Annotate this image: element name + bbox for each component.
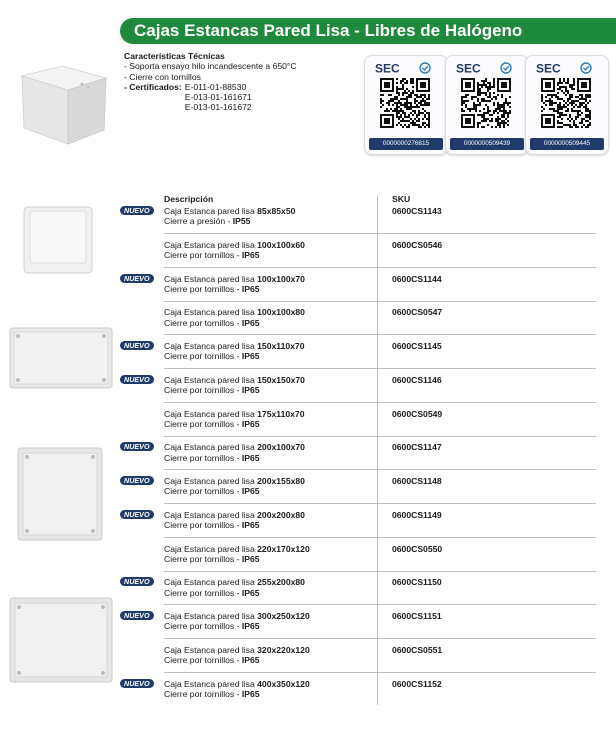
sec-qr-card xyxy=(364,55,448,155)
product-ip-rating: IP65 xyxy=(241,688,260,699)
sec-logo xyxy=(534,61,598,75)
product-size: 300x250x120 xyxy=(257,611,310,621)
sec-qr-card xyxy=(525,55,609,155)
product-ip-rating: IP65 xyxy=(241,283,260,294)
product-sku: 0600CS0549 xyxy=(392,408,443,419)
product-sku: 0600CS1148 xyxy=(392,476,442,486)
product-description xyxy=(164,240,384,261)
product-ip-rating: IP65 xyxy=(241,621,260,632)
sec-qr-card xyxy=(445,55,529,155)
page-title-banner xyxy=(120,18,616,44)
product-sku: 0600CS0547 xyxy=(392,307,443,318)
product-description xyxy=(164,577,384,598)
product-ip-rating: IP55 xyxy=(232,216,251,227)
table-row xyxy=(124,442,596,470)
product-ip-rating: IP65 xyxy=(241,317,260,328)
product-size: 200x200x80 xyxy=(257,509,305,520)
product-sku: 0600CS1147 xyxy=(392,442,442,453)
product-name: Caja Estanca pared lisa xyxy=(164,509,258,520)
product-image-square-box xyxy=(16,446,104,542)
certificates xyxy=(124,82,297,113)
certificate-code: E-013-01-161672 xyxy=(184,102,252,113)
row-divider xyxy=(164,604,596,605)
product-ip-rating: IP65 xyxy=(241,452,260,463)
certificate-code: E-011-01-88530 xyxy=(184,81,247,92)
product-closure: Cierre por tornillos - xyxy=(164,621,242,632)
product-closure: Cierre por tornillos - xyxy=(164,587,242,598)
product-size: 150x150x70 xyxy=(257,374,305,385)
svg-text:SEC: SEC xyxy=(456,61,481,75)
product-image-small-box xyxy=(20,205,96,275)
qr-code xyxy=(541,78,591,128)
product-name: Caja Estanca pared lisa xyxy=(164,408,258,419)
product-size: 200x155x80 xyxy=(257,476,305,486)
product-size: 85x85x50 xyxy=(257,206,296,216)
product-ip-rating: IP65 xyxy=(241,418,260,429)
product-name: Caja Estanca pared lisa xyxy=(164,239,258,250)
product-ip-rating: IP65 xyxy=(241,385,260,396)
sec-logo xyxy=(454,61,518,75)
table-row xyxy=(164,645,596,673)
product-ip-rating: IP65 xyxy=(241,553,260,564)
svg-text:SEC: SEC xyxy=(536,61,561,75)
product-size: 200x100x70 xyxy=(257,442,305,453)
product-name: Caja Estanca pared lisa xyxy=(164,442,258,453)
product-ip-rating: IP65 xyxy=(241,250,260,261)
product-sku: 0600CS0550 xyxy=(392,543,443,554)
product-ip-rating: IP65 xyxy=(241,587,260,598)
product-size: 150x110x70 xyxy=(257,341,305,351)
row-divider xyxy=(164,233,596,234)
product-size: 220x170x120 xyxy=(257,543,310,554)
product-ip-rating: IP65 xyxy=(241,520,260,531)
product-closure: Cierre por tornillos - xyxy=(164,385,242,396)
table-row xyxy=(124,678,596,707)
product-closure: Cierre por tornillos - xyxy=(164,553,242,564)
sec-code: 0000000276815 xyxy=(369,138,443,150)
product-name: Caja Estanca pared lisa xyxy=(164,476,258,486)
new-badge: NUEVO xyxy=(120,476,154,485)
spec-item: - Cierre con tornillos xyxy=(124,71,201,82)
new-badge: NUEVO xyxy=(120,274,154,283)
product-name: Caja Estanca pared lisa xyxy=(164,206,258,216)
row-divider xyxy=(164,672,596,673)
new-badge: NUEVO xyxy=(120,206,154,215)
table-row xyxy=(124,374,596,403)
table-row xyxy=(124,341,596,369)
table-row xyxy=(164,409,596,437)
product-sku: 0600CS0546 xyxy=(392,239,443,250)
product-size: 400x350x120 xyxy=(257,678,310,689)
table-row xyxy=(124,206,596,234)
product-sku: 0600CS1150 xyxy=(392,577,442,588)
sec-logo xyxy=(373,61,437,75)
row-divider xyxy=(164,334,596,335)
product-description xyxy=(164,341,384,362)
new-badge: NUEVO xyxy=(120,679,154,688)
row-divider xyxy=(164,402,596,403)
product-description xyxy=(164,442,384,463)
product-description xyxy=(164,307,384,328)
hero-product-image xyxy=(8,62,116,150)
table-row xyxy=(124,476,596,504)
row-divider xyxy=(164,267,596,268)
product-size: 255x200x80 xyxy=(257,577,305,588)
row-divider xyxy=(164,469,596,470)
product-description xyxy=(164,476,384,497)
product-name: Caja Estanca pared lisa xyxy=(164,374,258,385)
product-sku: 0600CS1145 xyxy=(392,341,442,351)
svg-text:SEC: SEC xyxy=(375,61,400,75)
row-divider xyxy=(164,537,596,538)
product-size: 175x110x70 xyxy=(257,408,305,419)
product-size: 320x220x120 xyxy=(257,644,310,655)
certificate-code: E-013-01-161671 xyxy=(184,92,252,103)
product-name: Caja Estanca pared lisa xyxy=(164,577,258,588)
new-badge: NUEVO xyxy=(120,611,154,620)
product-description xyxy=(164,409,384,430)
product-description xyxy=(164,274,384,295)
row-divider xyxy=(164,301,596,302)
product-description xyxy=(164,375,384,396)
qr-code xyxy=(461,78,511,128)
product-description xyxy=(164,679,384,700)
product-sku: 0600CS1143 xyxy=(392,206,442,216)
product-sku: 0600CS1146 xyxy=(392,374,442,385)
qr-code xyxy=(380,78,430,128)
sec-code: 0000000509439 xyxy=(450,138,524,150)
product-name: Caja Estanca pared lisa xyxy=(164,307,258,318)
product-sku: 0600CS1144 xyxy=(392,273,442,284)
product-name: Caja Estanca pared lisa xyxy=(164,543,258,554)
product-sku: 0600CS1151 xyxy=(392,611,442,621)
product-description xyxy=(164,544,384,565)
new-badge: NUEVO xyxy=(120,510,154,519)
product-sku: 0600CS1149 xyxy=(392,509,442,520)
row-divider xyxy=(164,436,596,437)
product-closure: Cierre por tornillos - xyxy=(164,486,242,497)
product-size: 100x100x60 xyxy=(257,239,305,250)
row-divider xyxy=(164,368,596,369)
product-closure: Cierre por tornillos - xyxy=(164,250,242,261)
technical-specs xyxy=(124,51,297,113)
page-title: Cajas Estancas Pared Lisa - Libres de Halógeno xyxy=(134,21,523,40)
product-closure: Cierre por tornillos - xyxy=(164,452,242,463)
table-row xyxy=(124,577,596,605)
product-description xyxy=(164,611,384,632)
product-closure: Cierre por tornillos - xyxy=(164,688,242,699)
product-ip-rating: IP65 xyxy=(241,351,260,362)
product-closure: Cierre por tornillos - xyxy=(164,317,242,328)
table-row xyxy=(124,273,596,302)
product-ip-rating: IP65 xyxy=(241,486,260,497)
column-header-sku: SKU xyxy=(392,194,411,204)
product-description xyxy=(164,645,384,666)
table-row xyxy=(164,544,596,572)
row-divider xyxy=(164,503,596,504)
new-badge: NUEVO xyxy=(120,577,154,586)
product-sku: 0600CS1152 xyxy=(392,678,442,689)
table-row xyxy=(164,240,596,268)
product-name: Caja Estanca pared lisa xyxy=(164,678,258,689)
product-name: Caja Estanca pared lisa xyxy=(164,273,258,284)
table-row xyxy=(124,611,596,639)
new-badge: NUEVO xyxy=(120,341,154,350)
product-closure: Cierre por tornillos - xyxy=(164,655,242,666)
product-size: 100x100x70 xyxy=(257,273,305,284)
product-name: Caja Estanca pared lisa xyxy=(164,644,258,655)
table-row xyxy=(164,307,596,335)
product-image-large-box xyxy=(8,596,114,684)
product-name: Caja Estanca pared lisa xyxy=(164,341,258,351)
certificates-label: - Certificados: xyxy=(124,81,182,92)
table-row xyxy=(124,509,596,538)
new-badge: NUEVO xyxy=(120,442,154,451)
product-description xyxy=(164,206,384,227)
product-image-rect-box xyxy=(8,326,114,390)
row-divider xyxy=(164,638,596,639)
product-closure: Cierre por tornillos - xyxy=(164,520,242,531)
specs-heading: Características Técnicas xyxy=(124,51,225,61)
product-sku: 0600CS0551 xyxy=(392,644,443,655)
product-ip-rating: IP65 xyxy=(241,655,260,666)
product-closure: Cierre por tornillos - xyxy=(164,351,242,362)
product-size: 100x100x80 xyxy=(257,307,305,318)
row-divider xyxy=(164,571,596,572)
new-badge: NUEVO xyxy=(120,375,154,384)
product-closure: Cierre por tornillos - xyxy=(164,283,242,294)
sec-code: 0000000509445 xyxy=(530,138,604,150)
product-description xyxy=(164,510,384,531)
spec-item: - Soporta ensayo hilo incandescente a 650°C xyxy=(124,61,297,72)
product-closure: Cierre por tornillos - xyxy=(164,418,242,429)
column-header-description: Descripción xyxy=(164,194,214,204)
product-name: Caja Estanca pared lisa xyxy=(164,611,258,621)
product-closure: Cierre a presión - xyxy=(164,216,233,227)
